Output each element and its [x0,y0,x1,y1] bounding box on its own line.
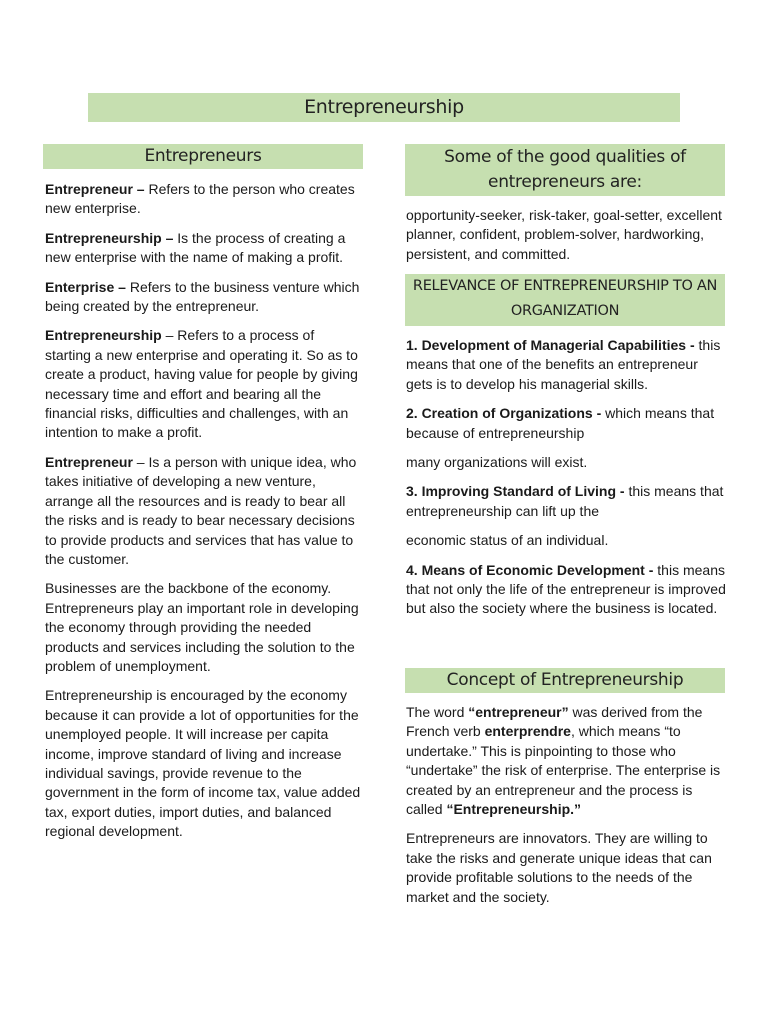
definition-enterprise [45,278,361,317]
concept-column [406,703,726,917]
definition-text: Is the process of creating a new enterprise with the name of making a profit. [45,229,346,266]
relevance-item-text: this means that not only the life of the entrepreneur is improved but also the society where the business is located. [406,561,726,617]
definition-entrepreneurship [45,229,361,268]
definition-text: Refers to the business venture which being created by the entrepreneur. [45,278,360,315]
definition-text: Refers to the person who creates new enterprise. [45,181,355,217]
qualities-heading-line: entrepreneurs are: [488,172,642,192]
concept-heading: Concept of Entrepreneurship [405,668,725,693]
definition-term: Entrepreneur [45,453,133,470]
definition-text: – Is a person with unique idea, who takes initiative of developing a new venture, arrange all the resources and is ready to bear all the risks and is ready to bear necessary decisions to provide products and services that has value to the customer. [45,453,357,567]
relevance-heading [405,274,725,326]
concept-word-enterprendre: enterprendre [484,723,571,740]
relevance-item [406,336,726,394]
relevance-item-label: 3. Improving Standard of Living - [406,483,625,500]
relevance-item-text: this means that entrepreneurship can lift up the [406,483,724,519]
definition-text: – Refers to a process of starting a new enterprise and operating it. So as to create a product, having value for people by giving necessary time and effort and bearing all the financial risks, difficulties and challenges, with an intention to make a profit. [45,327,358,441]
relevance-item-text: this means that one of the benefits an entrepreneur gets is to develop his managerial skills. [406,337,721,392]
relevance-column [406,336,726,629]
relevance-heading-line: RELEVANCE OF ENTREPRENEURSHIP TO AN [412,278,718,294]
concept-text: The word [406,704,469,720]
relevance-item-continuation: economic status of an individual. [406,532,609,549]
concept-text: was derived from the French verb [406,704,703,740]
qualities-heading [405,144,725,196]
entrepreneurs-column [45,180,361,852]
definition-entrepreneur [45,180,361,219]
relevance-item-label: 1. Development of Managerial Capabilities - [406,337,695,353]
relevance-item [406,561,726,619]
definition-entrepreneur-person [45,453,361,569]
innovators-paragraph: Entrepreneurs are innovators. They are willing to take the risks and generate unique ideas that can provide profitable solutions to the needs of the market and the society. [406,830,712,905]
encouraged-paragraph: Entrepreneurship is encouraged by the economy because it can provide a lot of opportunities for the unemployed people. It will increase per capita income, improve standard of living and increase individual savings, provide revenue to the government in the form of income tax, value added tax, export duties, import duties, and balanced regional development. [45,687,361,840]
definition-term: Entrepreneur – [45,181,145,197]
definition-entrepreneurship-process [45,326,361,442]
definition-term: Entrepreneurship [45,327,162,344]
definition-term: Enterprise – [45,278,126,295]
relevance-item-label: 4. Means of Economic Development - [406,561,654,578]
page-title: Entrepreneurship [88,93,680,122]
relevance-item [406,482,726,521]
relevance-item [406,404,726,443]
concept-word-entrepreneurship: “Entrepreneurship.” [446,801,582,818]
relevance-item-label: 2. Creation of Organizations - [406,405,602,422]
entrepreneurs-heading: Entrepreneurs [43,144,363,169]
relevance-item-continuation: many organizations will exist. [406,454,588,471]
concept-paragraph [406,703,726,819]
relevance-item-text: which means that because of entrepreneurship [406,405,715,441]
concept-text: , which means “to undertake.” This is pinpointing to those who “undertake” the risk of enterprise. The enterprise is created by an entrepreneur and the process is called [406,723,721,818]
relevance-heading-line: ORGANIZATION [510,303,620,319]
qualities-heading-line: Some of the good qualities of [444,147,686,167]
concept-word-entrepreneur: “entrepreneur” [468,704,569,720]
definition-term: Entrepreneurship – [45,229,174,246]
qualities-text: opportunity-seeker, risk-taker, goal-setter, excellent planner, confident, problem-solver, hardworking, persistent, and committed. [406,207,722,262]
backbone-paragraph: Businesses are the backbone of the economy. Entrepreneurs play an important role in developing the economy through providing the needed products and services including the solution to the problem of unemployment. [45,580,359,674]
